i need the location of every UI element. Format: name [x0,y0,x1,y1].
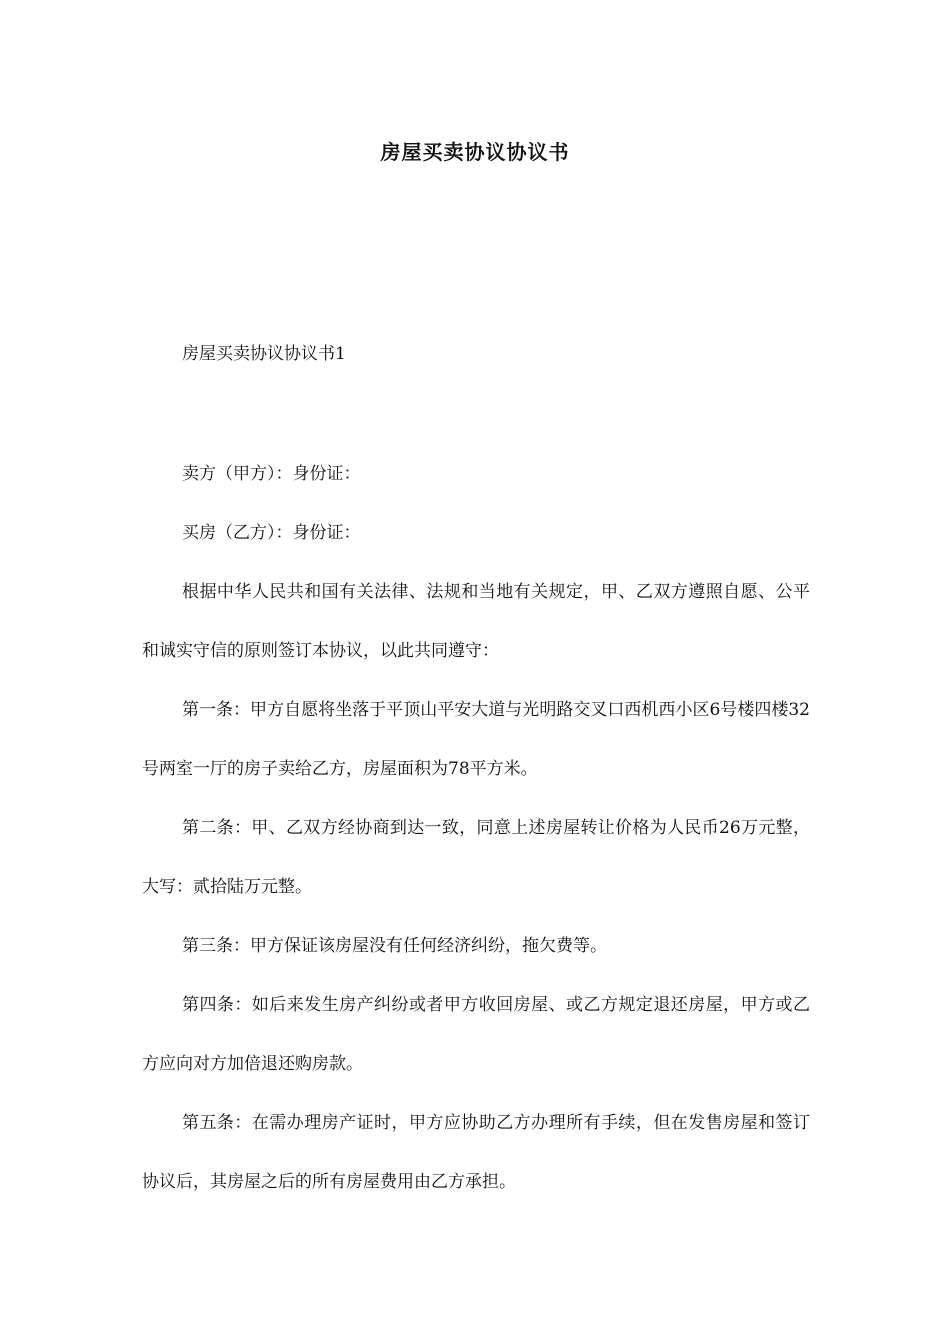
buyer-line: 买房（乙方）：身份证： [182,523,361,543]
article-1-paragraph: 第一条：甲方自愿将坐落于平顶山平安大道与光明路交叉口西机西小区6号楼四楼32号两室一厅的房子卖给乙方，房屋面积为78平方米。 [142,700,810,779]
seller-line: 卖方（甲方）：身份证： [182,464,361,484]
article-3-paragraph: 第三条：甲方保证该房屋没有任何经济纠纷，拖欠费等。 [182,936,607,956]
document-title: 房屋买卖协议协议书 [380,140,570,164]
article-2-paragraph: 第二条：甲、乙双方经协商到达一致，同意上述房屋转让价格为人民币26万元整，大写：贰拾陆万元整。 [142,818,810,897]
article-5-paragraph: 第五条：在需办理房产证时，甲方应协助乙方办理所有手续，但在发售房屋和签订协议后，其房屋之后的所有房屋费用由乙方承担。 [142,1113,810,1192]
intro-paragraph: 根据中华人民共和国有关法律、法规和当地有关规定，甲、乙双方遵照自愿、公平和诚实守信的原则签订本协议，以此共同遵守： [142,582,810,661]
document-subtitle: 房屋买卖协议协议书1 [182,344,346,364]
article-4-paragraph: 第四条：如后来发生房产纠纷或者甲方收回房屋、或乙方规定退还房屋，甲方或乙方应向对方加倍退还购房款。 [142,995,810,1074]
